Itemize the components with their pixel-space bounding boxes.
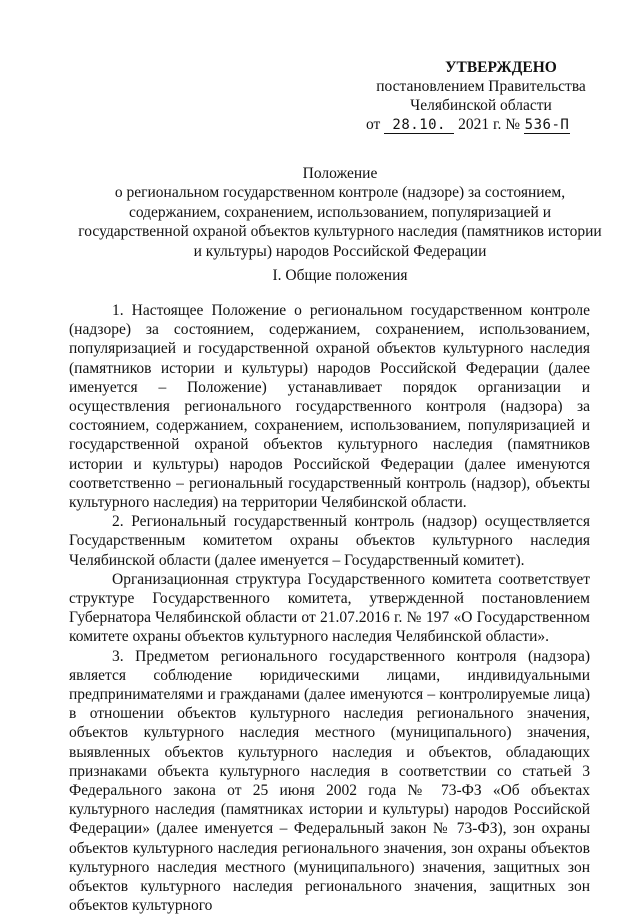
approval-date-line [366,115,596,134]
date-prefix: от [366,116,381,133]
title-line-2: о региональном государственном контроле (надзоре) за состоянием, [114,184,566,202]
paragraph: Организационная структура Государственного комитета соответствует структуре Государственного комитета, утвержденной постановлением Губернатора Челябинской области от 21.07.2016 г. № 197 «О Государственном комитете охраны объектов культурного наследия Челябинской области». [69,570,590,646]
title-line-4: государственной охраной объектов культурного наследия (памятников истории [78,223,602,241]
title-line-1: Положение [302,165,378,182]
section-heading: I. Общие положения [272,267,408,284]
paragraph: 1. Настоящее Положение о региональном государственном контроле (надзоре) за состоянием, содержанием, сохранением, использованием, популяризацией и государственной охраной объектов культурного наследия (памятников истории и культуры) народов Российской Федерации (далее именуется – Положение) устанавливает порядок организации и осуществления регионального государственного контроля (надзора) за состоянием, содержанием, сохранением, использованием, популяризацией и государственной охраной объектов культурного наследия (памятников истории и культуры) народов Российской Федерации (далее именуются соответственно – региональный государственный контроль (надзор), объекты культурного наследия) на территории Челябинской области. [69,302,590,512]
date-value: 28.10. [384,117,454,134]
title-line-5: и культуры) народов Российской Федерации [193,242,487,260]
approved-heading: УТВЕРЖДЕНО [445,59,557,76]
approval-stamp [366,58,596,134]
document-title [60,164,620,261]
year-text: 2021 г. № [458,116,521,133]
approval-line-2: Челябинской области [410,97,552,114]
document-number: 536-П [524,117,570,133]
paragraph: 3. Предметом регионального государственного контроля (надзора) является соблюдение юридическими лицами, индивидуальными предпринимателями и гражданами (далее именуются – контролируемые лица) в отношении объектов культурного наследия регионального значения, объектов культурного наследия местного (муниципального) значения, выявленных объектов культурного наследия и объектов, обладающих признаками объекта культурного наследия в соответствии со статьей 3 Федерального закона от 25 июня 2002 года № 73-ФЗ «Об объектах культурного наследия (памятниках истории и культуры) народов Российской Федерации» (далее именуется – Федеральный закон № 73-ФЗ), зон охраны объектов культурного наследия регионального значения, зон охраны объектов культурного наследия местного (муниципального) значения, защитных зон объектов культурного наследия регионального значения, защитных зон объектов культурного [69,647,590,915]
approval-line-1: постановлением Правительства [376,78,586,95]
paragraph: 2. Региональный государственный контроль (надзор) осуществляется Государственным комитетом охраны объектов культурного наследия Челябинской области (далее именуется – Государственный комитет). [69,513,590,569]
document-body [69,301,590,916]
title-line-3: содержанием, сохранением, использованием, популяризацией и [128,203,552,221]
